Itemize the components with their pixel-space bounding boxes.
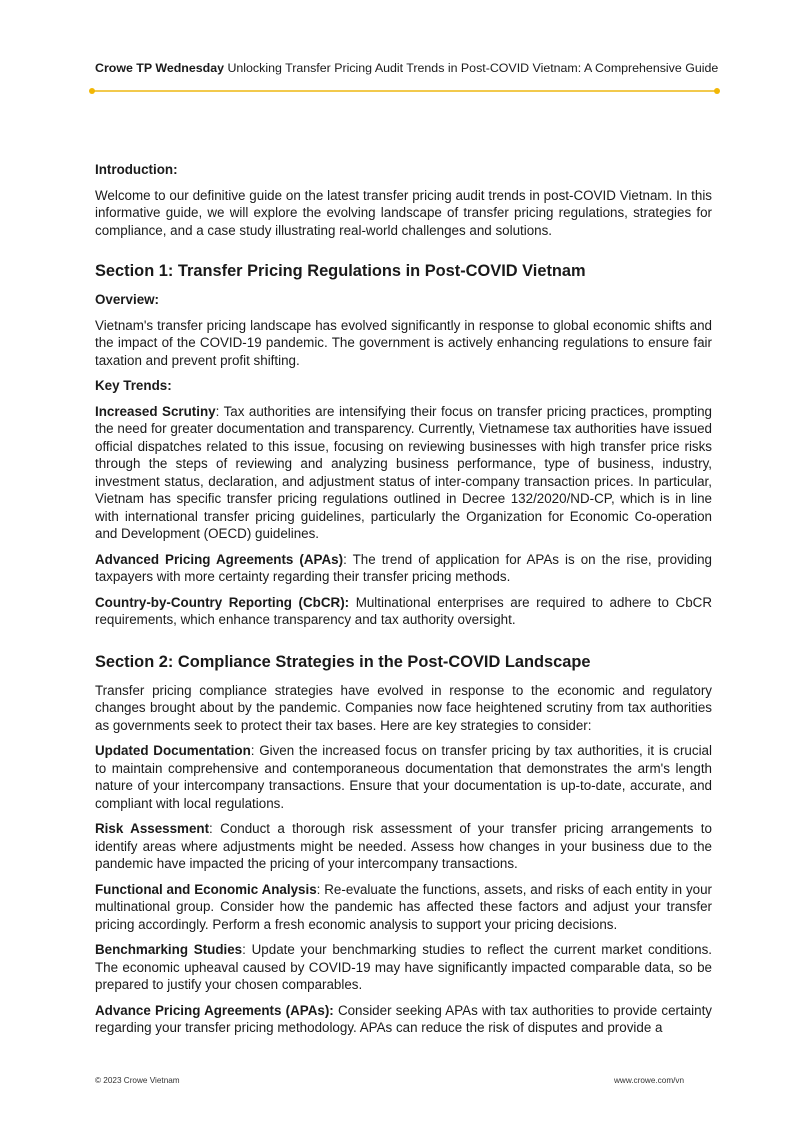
strategy-term: Benchmarking Studies: [95, 942, 243, 957]
trend-paragraph: [95, 594, 712, 629]
trend-text: Multinational enterprises are required to adhere to CbCR requirements, which enhance transparency and tax authority oversight.: [95, 594, 712, 627]
intro-label: Introduction:: [95, 162, 178, 177]
header-divider: [92, 90, 717, 92]
trend-term: Advanced Pricing Agreements (APAs): [95, 551, 344, 567]
header-brand: Crowe TP Wednesday: [95, 61, 224, 75]
key-trends-label: Key Trends:: [95, 378, 172, 393]
footer-website-link[interactable]: www.crowe.com/vn: [614, 1076, 685, 1085]
strategy-separator: :: [242, 942, 252, 957]
strategy-paragraph: [95, 1002, 712, 1037]
strategy-term: Functional and Economic Analysis: [95, 881, 317, 897]
footer-copyright: © 2023 Crowe Vietnam: [95, 1076, 180, 1085]
strategy-separator: :: [316, 881, 325, 897]
overview-label: Overview:: [95, 292, 160, 307]
strategy-text: Re-evaluate the functions, assets, and risks of each entity in your multinational group. Consider how the pandemic has affected these factors and adjust your transfer pricing accordingly. Perform a fresh economic analysis to support your pricing decisions.: [95, 881, 712, 932]
section-1-heading: Section 1: Transfer Pricing Regulations in Post-COVID Vietnam: [95, 262, 586, 280]
strategy-paragraph: [95, 742, 712, 812]
strategy-text: Consider seeking APAs with tax authorities to provide certainty regarding your transfer pricing methodology. APAs can reduce the risk of disputes and provide a: [95, 1002, 712, 1035]
strategy-separator: :: [209, 821, 221, 836]
trend-text: The trend of application for APAs is on the rise, providing taxpayers with more certainty regarding their transfer pricing methods.: [95, 551, 712, 584]
strategy-paragraph: [95, 941, 712, 994]
trend-separator: :: [215, 403, 224, 419]
divider-dot-left: [89, 88, 95, 94]
strategy-term: Advance Pricing Agreements (APAs):: [95, 1002, 334, 1018]
strategy-separator: :: [250, 743, 260, 758]
divider-dot-right: [714, 88, 720, 94]
section-2-heading: Section 2: Compliance Strategies in the Post-COVID Landscape: [95, 652, 591, 671]
intro-paragraph: Welcome to our definitive guide on the latest transfer pricing audit trends in post-COVID Vietnam. In this informative guide, we will explore the evolving landscape of transfer pricing regulations, strategies for compliance, and a case study illustrating real-world challenges and solutions.: [95, 187, 712, 238]
header-title: Unlocking Transfer Pricing Audit Trends in Post-COVID Vietnam: A Comprehensive Guide: [227, 61, 719, 75]
strategy-paragraph: [95, 881, 712, 934]
trend-paragraph: [95, 551, 712, 586]
trend-text: Tax authorities are intensifying their focus on transfer pricing practices, prompting the need for greater documentation and transparency. Currently, Vietnamese tax authorities have issued official dispatches related to this issue, focusing on reviewing businesses with high transfer price risks through the steps of reviewing and analyzing business performance, type of business, industry, investment status, declaration, and adjustment status of inter-company transaction prices. In particular, Vietnam has specific transfer pricing regulations outlined in Decree 132/2020/ND-CP, which is in line with international transfer pricing guidelines, particularly the Organization for Economic Co-operation and Development (OECD) guidelines.: [95, 403, 712, 541]
trend-term: Country-by-Country Reporting (CbCR):: [95, 594, 350, 610]
document-body: [95, 161, 712, 1045]
trend-paragraph: [95, 403, 712, 543]
strategy-text: Update your benchmarking studies to reflect the current market conditions. The economic upheaval caused by COVID-19 may have significantly impacted comparable data, so be prepared to justify your chosen comparables.: [95, 942, 712, 992]
strategy-term: Risk Assessment: [95, 821, 210, 836]
strategy-text: Given the increased focus on transfer pricing by tax authorities, it is crucial to maintain comprehensive and contemporaneous documentation that demonstrates the arm's length nature of your intercompany transactions. Ensure that your documentation is up-to-date, accurate, and compliant with local regulations.: [95, 743, 712, 811]
overview-paragraph: Vietnam's transfer pricing landscape has evolved significantly in response to global economic shifts and the impact of the COVID-19 pandemic. The government is actively enhancing regulations to ensure fair taxation and prevent profit shifting.: [95, 317, 712, 368]
trend-term: Increased Scrutiny: [95, 403, 216, 419]
strategy-paragraph: [95, 820, 712, 873]
trend-separator: :: [343, 551, 353, 567]
strategy-text: Conduct a thorough risk assessment of your transfer pricing arrangements to identify areas where adjustments might be needed. Assess how changes in your business due to the pandemic have impacted the pricing of your intercompany transactions.: [95, 821, 712, 871]
strategy-term: Updated Documentation: [95, 743, 251, 758]
section-2-intro: Transfer pricing compliance strategies have evolved in response to the economic and regulatory changes brought about by the pandemic. Companies now face heightened scrutiny from tax authorities as governments seek to protect their tax bases. Here are key strategies to consider:: [95, 682, 712, 733]
page-header: [95, 61, 735, 75]
